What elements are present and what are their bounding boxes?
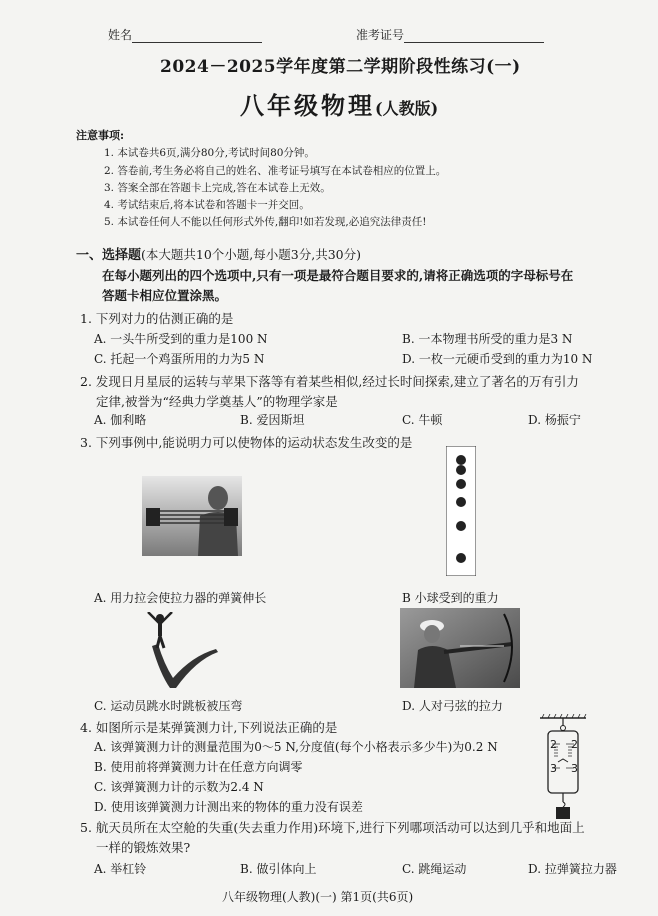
q3-option-a: A. 用力拉会使拉力器的弹簧伸长 bbox=[94, 591, 267, 605]
name-blank bbox=[132, 42, 262, 43]
notice-item: 4. 考试结束后,将本试卷和答题卡一并交回。 bbox=[104, 199, 310, 211]
diving-board-image bbox=[140, 612, 220, 692]
q1-option-a: A. 一头牛所受到的重力是100 N bbox=[94, 332, 268, 346]
q1-option-c: C. 托起一个鸡蛋所用的力为5 N bbox=[94, 352, 265, 366]
q1-option-b: B. 一本物理书所受的重力是3 N bbox=[402, 332, 573, 346]
notice-item: 2. 答卷前,考生务必将自己的姓名、准考证号填写在本试卷相应的位置上。 bbox=[104, 165, 447, 177]
scale-label-3-right: 3 bbox=[571, 762, 578, 775]
q4-option-c: C. 该弹簧测力计的示数为2.4 N bbox=[94, 780, 264, 794]
subject-title-main: 八年级物理 bbox=[240, 91, 375, 120]
q2-option-c: C. 牛顿 bbox=[402, 413, 443, 427]
notice-item: 1. 本试卷共6页,满分80分,考试时间80分钟。 bbox=[104, 147, 315, 159]
q3-stem: 3. 下列事例中,能说明力可以使物体的运动状态发生改变的是 bbox=[80, 435, 413, 450]
q5-option-c: C. 跳绳运动 bbox=[402, 862, 467, 876]
name-label: 姓名 bbox=[108, 28, 133, 42]
notice-item: 5. 本试卷任何人不能以任何形式外传,翻印!如若发现,必追究法律责任! bbox=[104, 216, 427, 228]
subject-title bbox=[240, 86, 438, 121]
chest-expander-image bbox=[142, 476, 242, 556]
archer-image bbox=[400, 608, 520, 688]
q2-option-b: B. 爱因斯坦 bbox=[240, 413, 305, 427]
section-heading bbox=[76, 244, 361, 263]
scale-label-2-right: 2 bbox=[571, 738, 578, 751]
q5-stem: 5. 航天员所在太空舱的失重(失去重力作用)环境下,进行下列哪项活动可以达到几乎和地面上 bbox=[80, 820, 585, 835]
q1-stem: 1. 下列对力的估测正确的是 bbox=[80, 311, 234, 326]
notice-heading: 注意事项: bbox=[76, 129, 125, 142]
section-desc: (本大题共10个小题,每小题3分,共30分) bbox=[141, 247, 361, 262]
exam-no-blank bbox=[404, 42, 544, 43]
notice-item: 3. 答案全部在答题卡上完成,答在本试卷上无效。 bbox=[104, 182, 331, 194]
q3-option-d: D. 人对弓弦的拉力 bbox=[402, 699, 503, 713]
q2-option-a: A. 伽利略 bbox=[94, 413, 147, 427]
section-instruction: 答题卡相应位置涂黑。 bbox=[102, 288, 228, 303]
exam-no-label: 准考证号 bbox=[356, 28, 405, 42]
q5-option-d: D. 拉弹簧拉力器 bbox=[528, 862, 617, 876]
spring-scale-figure bbox=[538, 714, 588, 820]
page-footer: 八年级物理(人教)(一) 第1页(共6页) bbox=[222, 890, 414, 904]
q2-stem: 2. 发现日月星辰的运转与苹果下落等有着某些相似,经过长时间探索,建立了著名的万有引力 bbox=[80, 374, 579, 389]
subject-title-edition: (人教版) bbox=[375, 99, 439, 118]
q2-stem-cont: 定律,被誉为“经典力学奠基人”的物理学家是 bbox=[96, 394, 338, 409]
q3-option-b: B 小球受到的重力 bbox=[402, 591, 499, 605]
scale-label-3-left: 3 bbox=[550, 762, 557, 775]
q2-option-d: D. 杨振宁 bbox=[528, 413, 581, 427]
falling-ball-image bbox=[446, 446, 476, 576]
exam-no-field bbox=[356, 26, 544, 43]
q3-option-c: C. 运动员跳水时跳板被压弯 bbox=[94, 699, 243, 713]
q5-stem-cont: 一样的锻炼效果? bbox=[96, 840, 191, 855]
q4-stem: 4. 如图所示是某弹簧测力计,下列说法正确的是 bbox=[80, 720, 338, 735]
exam-title: 2024－2025学年度第二学期阶段性练习(一) bbox=[160, 57, 521, 77]
q5-option-b: B. 做引体向上 bbox=[240, 862, 317, 876]
q4-option-d: D. 使用该弹簧测力计测出来的物体的重力没有误差 bbox=[94, 800, 363, 814]
section-instruction: 在每小题列出的四个选项中,只有一项是最符合题目要求的,请将正确选项的字母标号在 bbox=[102, 268, 574, 283]
q1-option-d: D. 一枚一元硬币受到的重力为10 N bbox=[402, 352, 593, 366]
section-title: 一、选择题 bbox=[76, 248, 142, 263]
q4-option-a: A. 该弹簧测力计的测量范围为0～5 N,分度值(每个小格表示多少牛)为0.2 N bbox=[94, 740, 498, 754]
scale-label-2-left: 2 bbox=[550, 738, 557, 751]
q4-option-b: B. 使用前将弹簧测力计在任意方向调零 bbox=[94, 760, 303, 774]
q5-option-a: A. 举杠铃 bbox=[94, 862, 147, 876]
spring-scale-drawing bbox=[538, 714, 588, 820]
name-field bbox=[108, 26, 262, 43]
